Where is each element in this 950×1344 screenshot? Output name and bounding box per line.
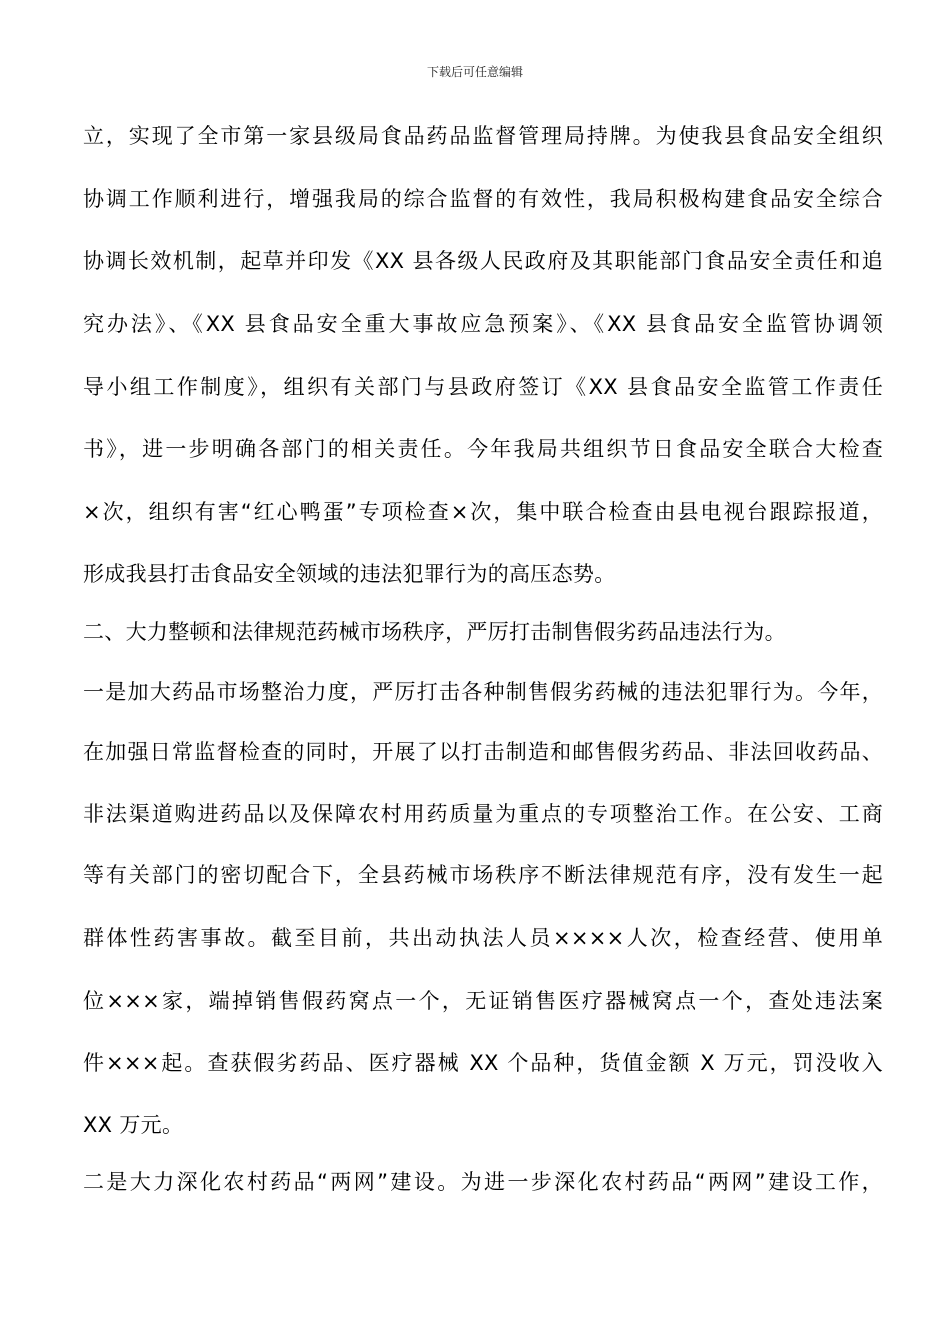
- text-line: ×次，组织有害“红心鸭蛋”专项检查×次，集中联合检查由县电视台跟踪报道，: [83, 500, 883, 524]
- text-line: 群体性药害事故。截至目前，共出动执法人员××××人次，检查经营、使用单: [83, 926, 883, 950]
- text-line: 在加强日常监督检查的同时，开展了以打击制造和邮售假劣药品、非法回收药品、: [83, 740, 883, 764]
- page-header: 下载后可任意编辑: [426, 65, 523, 79]
- text-line: XX 万元。: [83, 1113, 184, 1137]
- text-line: 导小组工作制度》，组织有关部门与县政府签订《XX 县食品安全监管工作责任: [83, 375, 883, 399]
- text-line: 件×××起。查获假劣药品、医疗器械 XX 个品种，货值金额 X 万元，罚没收入: [83, 1051, 883, 1075]
- text-line: 二是大力深化农村药品“两网”建设。为进一步深化农村药品“两网”建设工作，: [83, 1170, 883, 1194]
- text-line: 一是加大药品市场整治力度，严厉打击各种制售假劣药械的违法犯罪行为。今年，: [83, 680, 883, 704]
- text-line: 形成我县打击食品安全领域的违法犯罪行为的高压态势。: [83, 562, 616, 586]
- text-line: 协调工作顺利进行，增强我局的综合监督的有效性，我局积极构建食品安全综合: [83, 187, 883, 211]
- text-line: 协调长效机制，起草并印发《XX 县各级人民政府及其职能部门食品安全责任和追: [83, 249, 883, 273]
- text-line: 立，实现了全市第一家县级局食品药品监督管理局持牌。为使我县食品安全组织: [83, 124, 883, 148]
- text-line: 书》，进一步明确各部门的相关责任。今年我局共组织节日食品安全联合大检查: [83, 437, 883, 461]
- section-heading: 二、大力整顿和法律规范药械市场秩序，严厉打击制售假劣药品违法行为。: [83, 620, 786, 644]
- text-line: 究办法》、《XX 县食品安全重大事故应急预案》、《XX 县食品安全监管协调领: [83, 312, 883, 336]
- text-line: 非法渠道购进药品以及保障农村用药质量为重点的专项整治工作。在公安、工商: [83, 802, 883, 826]
- text-line: 等有关部门的密切配合下，全县药械市场秩序不断法律规范有序，没有发生一起: [83, 863, 883, 887]
- text-line: 位×××家，端掉销售假药窝点一个，无证销售医疗器械窝点一个，查处违法案: [83, 989, 883, 1013]
